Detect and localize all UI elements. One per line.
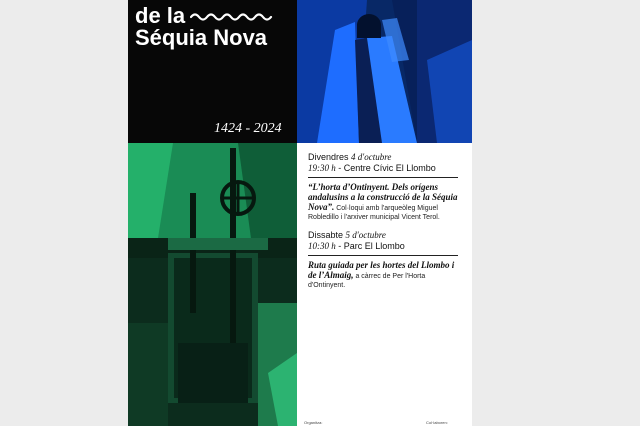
event-title: Ruta guiada per les hortes del Llombo i de l’Almaig,: [308, 260, 455, 280]
event-date: 4 d'octubre: [351, 152, 392, 162]
divider: [308, 177, 458, 178]
event-poster: [128, 0, 472, 426]
floodgate-image: [128, 143, 297, 426]
event-date-line: [308, 152, 458, 163]
floodgate-photo: [128, 143, 297, 426]
poster-header: [128, 0, 297, 143]
event-date: 5 d'octubre: [345, 230, 386, 240]
event-description: [308, 183, 458, 222]
event-place: Centre Cívic El Llombo: [343, 163, 436, 173]
event-day: Divendres: [308, 152, 349, 162]
event-title: “L’horta d’Ontinyent. Dels orígens andalusins a la construcció de la Séquia Nova”.: [308, 182, 458, 212]
event-date-line: [308, 230, 458, 241]
event-time: 19:30 h: [308, 163, 336, 173]
footer-organizer-label: Organitza:: [304, 420, 323, 425]
wave-icon: [190, 11, 274, 23]
event-details: [308, 152, 458, 298]
event-details-text: a càrrec de Per l'Horta d'Ontinyent.: [308, 273, 426, 289]
footer-collaborators-label: Col·laboren:: [426, 420, 448, 425]
event-details-text: Col·loqui amb l'arqueòleg Miguel Robledillo i l'arxiver municipal Vicent Terol.: [308, 205, 440, 221]
event-place: Parc El Llombo: [343, 241, 405, 251]
event-friday: [308, 152, 458, 222]
anniversary-years: 1424 - 2024: [214, 121, 282, 136]
divider: [308, 255, 458, 256]
title-line-1: de la: [135, 3, 186, 28]
event-day: Dissabte: [308, 230, 344, 240]
title-line-2: Séquia Nova: [135, 25, 268, 50]
event-time-line: 19:30 h - Centre Cívic El Llombo: [308, 163, 436, 173]
event-saturday: [308, 230, 458, 290]
event-time-line: 10:30 h - Parc El Llombo: [308, 241, 405, 251]
canal-tunnel-photo: [297, 0, 472, 143]
event-time: 10:30 h: [308, 241, 336, 251]
event-description: [308, 261, 458, 290]
canal-tunnel-image: [297, 0, 472, 143]
